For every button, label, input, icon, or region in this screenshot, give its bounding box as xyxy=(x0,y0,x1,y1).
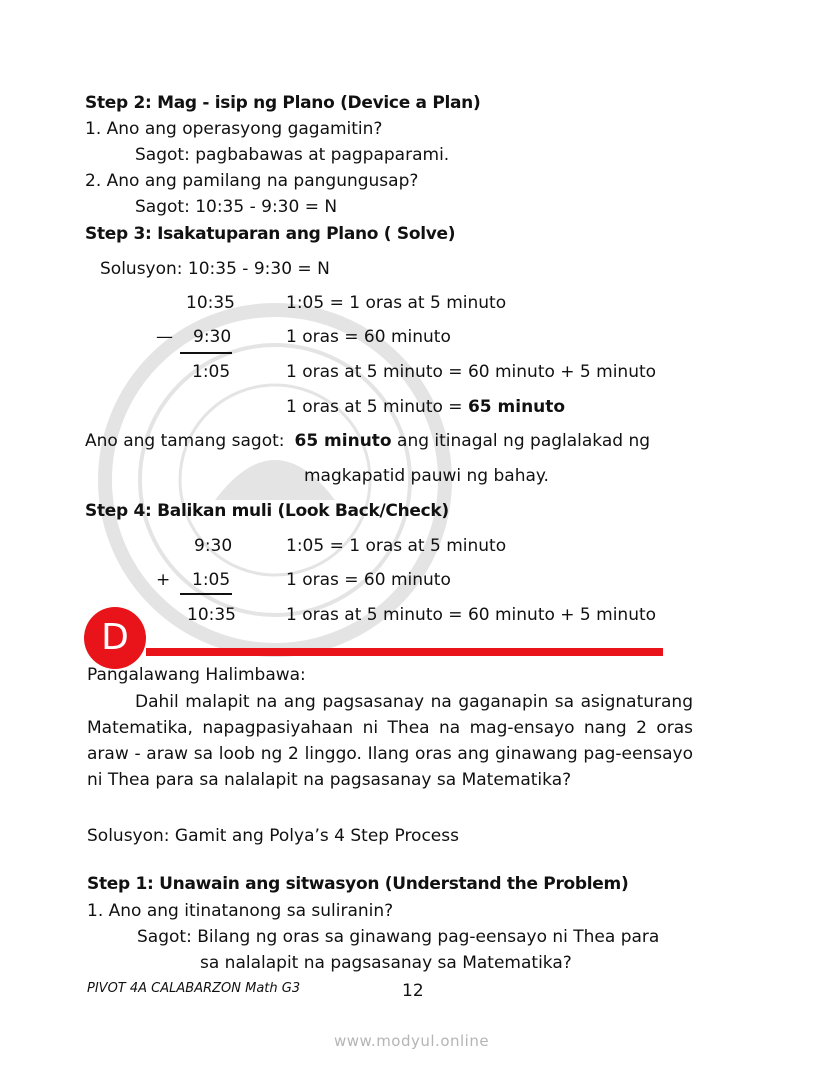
step3-solution: Solusyon: 10:35 - 9:30 = N xyxy=(100,259,330,279)
step3-note-3: 1 oras at 5 minuto = 60 minuto + 5 minuto xyxy=(286,362,657,382)
step4-note-3: 1 oras at 5 minuto = 60 minuto + 5 minuto xyxy=(286,605,657,625)
example2-paragraph xyxy=(87,689,693,793)
step3-note-4-text: 1 oras at 5 minuto = xyxy=(286,397,468,417)
step3-note-2: 1 oras = 60 minuto xyxy=(286,327,451,347)
step3-answer-label: Ano ang tamang sagot: xyxy=(85,431,285,451)
step2-answer-1: Sagot: pagbabawas at pagpaparami. xyxy=(135,145,450,165)
step4-note-1: 1:05 = 1 oras at 5 minuto xyxy=(286,536,507,556)
step4-sum: 10:35 xyxy=(187,605,236,625)
step3-difference: 1:05 xyxy=(192,362,231,382)
step3-answer-line-2: magkapatid pauwi ng bahay. xyxy=(304,466,549,486)
step2-heading: Step 2: Mag - isip ng Plano (Device a Plan) xyxy=(85,93,481,113)
example2-solution: Solusyon: Gamit ang Polya’s 4 Step Process xyxy=(87,826,459,846)
step3-subtrahend: 9:30 xyxy=(193,327,232,347)
step4-sum-line xyxy=(180,593,232,595)
section-d-badge: D xyxy=(84,607,146,669)
step3-sum-line xyxy=(180,352,232,354)
site-watermark: www.modyul.online xyxy=(334,1032,490,1050)
step4-plus-sign: + xyxy=(156,570,171,590)
page-number: 12 xyxy=(402,981,424,1001)
step2-question-1: 1. Ano ang operasyong gagamitin? xyxy=(85,119,383,139)
section-d-divider xyxy=(146,648,663,656)
example2-title: Pangalawang Halimbawa: xyxy=(87,665,306,685)
step3-answer-value: 65 minuto xyxy=(294,431,392,451)
step3-answer xyxy=(85,430,650,452)
step1-answer-line-1: Sagot: Bilang ng oras sa ginawang pag-eensayo ni Thea para xyxy=(137,927,660,947)
step1-answer-line-2: sa nalalapit na pagsasanay sa Matematika? xyxy=(200,953,572,973)
example2-paragraph-text: Dahil malapit na ang pagsasanay na gaganapin sa asignaturang Matematika, napagpasiyahaan ni Thea na mag-ensayo nang 2 oras araw - araw sa loob ng 2 linggo. Ilang oras ang ginawang pag-eensayo ni Thea para sa nalalapit na pagsasanay sa Matematika? xyxy=(87,692,693,790)
step1-question-1: 1. Ano ang itinatanong sa suliranin? xyxy=(87,901,394,921)
step3-note-4-value: 65 minuto xyxy=(467,397,566,417)
step3-note-4 xyxy=(286,396,565,418)
step4-note-2: 1 oras = 60 minuto xyxy=(286,570,451,590)
step2-question-2: 2. Ano ang pamilang na pangungusap? xyxy=(85,171,419,191)
step3-minuend: 10:35 xyxy=(186,293,235,313)
step4-addend-2: 1:05 xyxy=(192,570,231,590)
step3-minus-sign: — xyxy=(156,327,173,347)
step3-note-1: 1:05 = 1 oras at 5 minuto xyxy=(286,293,507,313)
step2-answer-2: Sagot: 10:35 - 9:30 = N xyxy=(135,197,338,217)
step4-addend-1: 9:30 xyxy=(194,536,233,556)
step4-heading: Step 4: Balikan muli (Look Back/Check) xyxy=(85,501,449,521)
step3-heading: Step 3: Isakatuparan ang Plano ( Solve) xyxy=(85,224,456,244)
footer-module-name: PIVOT 4A CALABARZON Math G3 xyxy=(87,981,301,996)
step1-heading: Step 1: Unawain ang sitwasyon (Understand the Problem) xyxy=(87,874,629,894)
step3-answer-rest: ang itinagal ng paglalakad ng xyxy=(391,431,651,451)
